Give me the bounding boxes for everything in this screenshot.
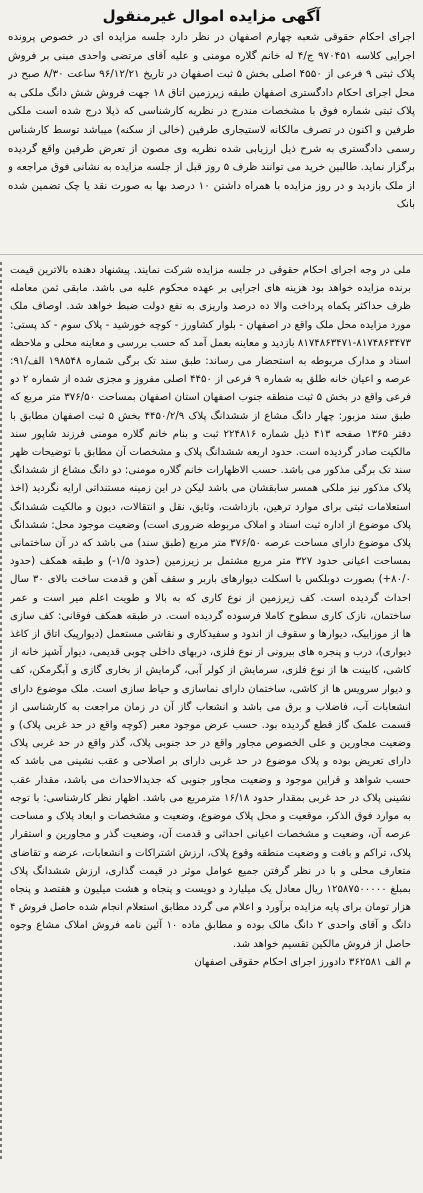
notice-title: آگهی مزایده اموال غیرمنقول bbox=[102, 7, 321, 25]
notice-signature: م الف ۳۶۲۵۸۱ دادورز اجرای احکام حقوقی اصفهان bbox=[194, 956, 411, 968]
section-divider bbox=[0, 254, 423, 255]
notice-paragraph-second: ملی در وجه اجرای احکام حقوقی در جلسه مزایده شرکت نمایند. پیشنهاد دهنده بالاترین قیمت برنده مزایده خواهد بود هزینه های اجرایی بر عهده محکوم علیه می باشد. مابقی ثمن معامله ظرف حداکثر یکماه پرداخت والا ده درصد واریزی به نفع دولت ضبط خواهد شد. اوصاف ملک مورد مزایده محل ملک واقع در اصفهان - بلوار کشاورز - کوچه خورشید - پلاک سوم - کد پستی: ۸۱۷۴۸۶۳۴۷۳-۸۱۷۴۸۶۳۴۷۱ بازدید و معاینه بعمل آمد که حسب بررسی و معاینه محلی و ملاحظه اسناد و مدارک مربوطه به استحضار می رساند: طبق سند تک برگی شماره ۱۹۸۵۴۸ الف/۹۱: عرصه و اعیان خانه طلق به شماره ۹ فرعی از ۴۴۵۰ اصلی مفروز و مجزی شده از شماره ۲ دو فرعی واقع در بخش ۵ ثبت منطقه جنوب اصفهان استان اصفهان بمساحت ۳۷۶/۵۰ متر مربع که طبق سند مزبور: چهار دانگ مشاع از ششدانگ پلاک ۴۴۵۰/۲/۹ بخش ۵ ثبت اصفهان مطابق با دفتر ۱۳۶۵ صفحه ۴۱۳ ذیل شماره ۲۲۴۸۱۶ ثبت و بنام خانم گلاره مومنی فرزند شاپور سند مالکیت صادر گردیده است. حدود اربعه ششدانگ پلاک و مشخصات آن مطابق با توضیحات ظهر سند تک برگی مذکور می باشد. حسب الاظهارات خانم گلاره مومنی: دو دانگ مشاع از ششدانگ پلاک مذکور نیز ملکی همسر سابقشان می باشد لیکن در این زمینه مستنداتی ارایه نگردید (اخذ استعلامات ثبتی برای موارد ترهین، بازداشت، وثایق، نقل و انتقالات، دیون و مالکیت ششدانگ پلاک موضوع از اداره ثبت اسناد و املاک مربوطه ضروری است) وضعیت موجود محل: ششدانگ پلاک موضوع دارای مساحت عرصه ۳۷۶/۵۰ متر مربع (طبق سند) می باشد که در آن ساختمانی بمساحت اعیانی حدود ۳۲۷ متر مربع مشتمل بر زیرزمین (حدود ۱/۵-) و طبقه همکف (حدود ۸۰/۰+) بصورت دوبلکس با اسکلت دیوارهای باربر و سقف آهن و قدمت ساخت بالای ۳۰ سال احداث گردیده است. کف زیرزمین از نوع کاری که به بالا و طویت اعلم میر است و عمر ساختمان، نازک کاری سطوح کاملا فرسوده گردیده است. در طبقه همکف فوقانی: کف سازی ها از موزاییک، دیوارها و سقوف از اندود و سفیدکاری و نقاشی مستعمل (دیوارپیک اتاق از کاغذ دیواری)، درب و پنجره های بیرونی از نوع فلزی، دربهای داخلی چوبی قدیمی، دیوار آشپز خانه از کاشی، کابینت ها از نوع فلزی، سرمایش از کولر آبی، گرمایش از بخاری گازی و آبگرمکن، کف و دیوار سرویس ها از کاشی، ساختمان دارای نماسازی و حیاط سازی است. ملک موضوع دارای انشعابات آب، فاضلاب و برق می باشد و انشعاب گاز آن در زمان مراجعت به کارشناسی از قسمت علمک گاز قطع گردیده بود. حسب عرض موجود معبر (کوچه واقع در حد غربی پلاک) و وضعیت مجاورین و علی الخصوص مجاور واقع در حد جنوبی پلاک، گذر واقع در حد غربی پلاک دارای تعریض بوده و پلاک موضوع در حد غربی دارای بر اصلاحی و عقب نشینی می باشد که حسب شواهد و قراین موجود و وضعیت مجاور جنوبی که جدیدالاحداث می باشد، مقدار عقب نشینی پلاک در حد غربی بمقدار حدود ۱۶/۱۸ مترمربع می باشد. اظهار نظر کارشناسی: با توجه به موارد فوق الذکر، موقعیت و محل پلاک موضوع، وضعیت و مشخصات و ابعاد پلاک و مساحت عرصه آن، وضعیت و مشخصات اعیانی احداثی و قدمت آن، وضعیت گذر و مجاورین و استقرار پلاک، تراکم و بافت و وضعیت منطقه وقوع پلاک، ارزش اشتراکات و انشعابات، عرضه و تقاضای متعارف محلی و با در نظر گرفتن جمیع عوامل موثر در قیمت گذاری، ارزش ششدانگ پلاک بمبلغ ۱۲۵۸۷۵۰۰۰۰۰ ریال معادل یک میلیارد و دویست و پنجاه و هشت میلیون و هفتصد و پنجاه هزار تومان برای پایه مزایده برآورد و اعلام می گردد مطابق استعلام انجام شده حاصل فروش ۴ دانگ و آقای واحدی ۲ دانگ مالک بوده و مطابق ماده ۱۰ آئین نامه فروش املاک مشاع وجوه حاصل از فروش مالکین تقسیم خواهد شد. bbox=[10, 265, 411, 950]
column-border bbox=[0, 262, 2, 1162]
notice-paragraph-first: اجرای احکام حقوقی شعبه چهارم اصفهان در نظر دارد جلسه مزایده ای در خصوص پرونده اجرایی کلاسه ۹۷۰۴۵۱ ج/۴ له خانم گلاره مومنی و علیه آقای مرتضی واحدی مبنی بر فروش پلاک ثبتی ۹ فرعی از ۴۵۵۰ اصلی بخش ۵ ثبت اصفهان در تاریخ ۹۶/۱۲/۲۱ ساعت ۸/۳۰ صبح در محل اجرای احکام دادگستری اصفهان طبقه زیرزمین اتاق ۱۸ جهت فروش شش دانگ ملکی به پلاک ثبتی شماره فوق با مشخصات مندرج در نظریه کارشناسی که ذیلا درج شده است ملکی طرفین و اکنون در تصرف مالکانه لاستیجاری طرفین (خالی از سکنه) میباشد توسط کارشناس رسمی دادگستری به شرح ذیل ارزیابی شده نظریه وی مصون از تعرض طرفین واقع گردیده برگزار نماید. طالبین خرید می توانند ظرف ۵ روز قبل از جلسه مزایده به نشانی فوق مراجعه و از ملک بازدید و در روز مزایده با همراه داشتن ۱۰ درصد بها به صورت نقد یا چک تضمین شده بانک bbox=[8, 31, 415, 211]
notice-body-column bbox=[10, 262, 411, 1187]
